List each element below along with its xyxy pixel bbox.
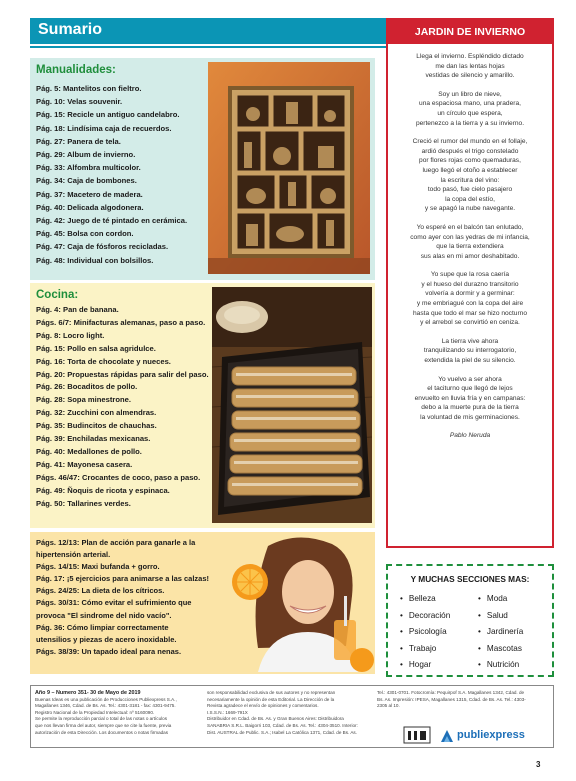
cocina-item: Pág. 20: Propuestas rápidas para salir del paso. (36, 369, 209, 379)
footer-line: 2305 al 10. (377, 703, 400, 709)
footer-line: Dist. AUSTRAL de Public. S.A.; Isabel La Católica 1371, Cdad. de Bs. As. (207, 729, 357, 735)
woman-orange-photo (228, 536, 374, 672)
issue-line: Año 9 – Numero 351- 30 de Mayo de 2019 (35, 690, 141, 696)
manualidades-item: Pág. 40: Delicada algodonera. (36, 202, 144, 212)
poem-line: y el arrebol se convirtió en ceniza. (420, 319, 520, 327)
poem-line: y se apagó la nube navegante. (424, 205, 516, 213)
footer-line: Se permite la reproducción parcial o total de las notas o artículos (35, 716, 168, 722)
manualidades-item: Pág. 45: Bolsa con cordon. (36, 229, 134, 239)
misc-item: utensilios y piezas de acero inoxidable. (36, 634, 177, 644)
manualidades-item: Pág. 47: Caja de fósforos recicladas. (36, 242, 169, 252)
manualidades-item: Pág. 42: Juego de té pintado en cerámica. (36, 216, 188, 226)
cocina-item: Pág. 28: Sopa minestrone. (36, 395, 131, 405)
cocina-item: Pág. 16: Torta de chocolate y nueces. (36, 356, 171, 366)
section-item: • Trabajo (400, 641, 450, 658)
sections-left-list (400, 591, 450, 674)
poem-line: luego llegó el otoño a establecer (422, 166, 518, 174)
header-rule (30, 46, 386, 48)
page-title: Sumario (38, 21, 103, 38)
cocina-list (36, 304, 209, 511)
cocina-item: Pág. 39: Enchiladas mexicanas. (36, 434, 151, 444)
poem-line: debo a la muerte pura de la tierra (421, 404, 519, 412)
poem-line: que la tierra extendiera (436, 243, 504, 251)
poem-line: envuelto en lluvia fría y en campanas: (414, 394, 526, 402)
cocina-item: Pág. 50: Tallarines verdes. (36, 498, 131, 508)
poem-body (392, 52, 548, 439)
section-item: • Psicología (400, 624, 450, 641)
poem-line: tranquilizando su interrogatorio, (423, 347, 517, 355)
poem-line: por flores rojas como quemaduras, (419, 157, 521, 165)
poem-line: ardió después el trigo constelado (421, 147, 519, 155)
poem-line: vestidas de silencio y amarillo. (425, 72, 515, 80)
sections-title: Y MUCHAS SECCIONES MAS: (410, 574, 530, 584)
misc-item: Pág. 36: Cómo limpiar correctamente (36, 622, 169, 632)
section-item: • Nutrición (478, 657, 523, 674)
misc-item: Págs. 14/15: Maxi bufanda + gorro. (36, 562, 160, 572)
cocina-item: Pág. 4: Pan de banana. (36, 305, 119, 314)
poem-line: la copa del estío, (445, 195, 495, 203)
poem-line: volvería a dormir y a germinar: (425, 290, 515, 298)
manualidades-item: Pág. 29: Album de invierno. (36, 150, 136, 160)
poem-line: como ayer con las yedras de mi infancia, (410, 233, 530, 241)
masthead-footer (30, 685, 554, 748)
footer-line: Tel.: 4301-0701. Fotocromía: Pequirpof S.A. Magallanes 1342, Cdad. de (377, 690, 525, 695)
section-item: • Jardinería (478, 624, 523, 641)
poem-line: el taciturno que llegó de lejos (427, 385, 513, 393)
poem-stanza (392, 137, 548, 214)
manualidades-item: Pág. 27: Panera de tela. (36, 136, 121, 146)
poem-title: JARDIN DE INVIERNO (388, 20, 552, 44)
poem-line: extendida la piel de su silencio. (424, 357, 516, 365)
misc-item: Págs. 24/25: La dieta de los cítricos. (36, 586, 165, 596)
poem-line: hasta que todo el mar se hizo nocturno (413, 309, 527, 317)
poem-stanza (392, 223, 548, 261)
cocina-item: Pág. 35: Budincitos de chauchas. (36, 421, 157, 431)
section-item: • Salud (478, 608, 523, 625)
poem-stanza (392, 337, 548, 366)
footer-line: son responsabilidad exclusiva de sus autores y no representan (207, 690, 336, 695)
poem-stanza (392, 375, 548, 423)
poem-stanza (392, 90, 548, 128)
poem-line: Yo supe que la rosa caería (430, 271, 510, 279)
publiexpress-wordmark: publiexpress (457, 729, 525, 741)
misc-item: Págs. 38/39: Un tapado ideal para nenas. (36, 646, 182, 656)
manualidades-item: Pág. 18: Lindísima caja de recuerdos. (36, 123, 172, 133)
poem-line: y el hueso del durazno transitorio (421, 280, 519, 288)
poem-line: la voluntad de mis germinaciones. (420, 414, 520, 421)
footer-col-3 (377, 690, 549, 710)
poem-stanza (392, 52, 548, 81)
footer-line: Revista agradece el envío de opiniones y comentarios. (207, 703, 319, 709)
footer-line: I.S.S.N.: 1669-791X (207, 709, 248, 715)
poem-line: y me embriagué con la copa del aire (416, 300, 524, 308)
manualidades-item: Pág. 34: Caja de bombones. (36, 176, 137, 186)
manualidades-heading: Manualidades: (36, 64, 116, 76)
footer-col-1 (35, 690, 203, 736)
poem-box (386, 18, 554, 548)
misc-item: hipertensión arterial. (36, 550, 111, 560)
misc-list (36, 537, 209, 658)
manualidades-item: Pág. 37: Macetero de madera. (36, 189, 143, 199)
cocina-item: Pág. 40: Medallones de pollo. (36, 446, 142, 456)
poem-line: todo pasó, fue cielo pasajero (427, 186, 513, 194)
manualidades-item: Pág. 48: Individual con bolsillos. (36, 255, 154, 265)
poem-line: La tierra vive ahora (441, 337, 499, 345)
manualidades-item: Pág. 5: Mantelitos con fieltro. (36, 84, 142, 93)
ivc-logo (403, 726, 431, 744)
misc-item: provoca "El sindrome del nido vacío". (36, 610, 172, 620)
footer-line: Magallanes 1346, Cdad. de Bs. As. Tel.: 4301-3181 - fax: 4301-9475. (35, 703, 176, 709)
poem-line: una espaciosa mano, una pradera, (419, 100, 521, 108)
footer-line: Registro Nacional de la Propiedad Intelectual: nº 5160090. (35, 709, 155, 715)
cocina-heading: Cocina: (36, 289, 79, 301)
cocina-item: Pág. 41: Mayonesa casera. (36, 459, 133, 469)
section-item: • Hogar (400, 657, 450, 674)
manualidades-item: Pág. 33: Alfombra multicolor. (36, 163, 141, 173)
cocina-item: Pág. 8: Locro light. (36, 330, 105, 340)
footer-line: necesariamente la opinión de esta Editorial. La Dirección de la (207, 696, 335, 702)
footer-line: Bs. As. Impresión: IPESA, Magallanes 1315, Cdad. de Bs. As. Tel.: 4303- (377, 696, 526, 702)
section-item: • Belleza (400, 591, 450, 608)
cocina-item: Pág. 49: Ñoquis de ricota y espinaca. (36, 485, 170, 495)
footer-line: autorización de esta Dirección. Los documentos o notas firmadas (35, 729, 169, 735)
manualidades-list (36, 82, 187, 267)
pastries-photo (212, 287, 372, 523)
sections-box (386, 564, 554, 677)
poem-line: Creció el rumor del mundo en el follaje, (412, 138, 528, 146)
poem-author: Pablo Neruda (449, 431, 491, 439)
section-item: • Decoración (400, 608, 450, 625)
misc-item: Págs. 12/13: Plan de acción para ganarle a la (36, 538, 196, 547)
poem-line: Llega el invierno. Espléndido dictado (416, 53, 524, 60)
manualidades-item: Pág. 10: Velas souvenir. (36, 97, 123, 107)
section-item: • Mascotas (478, 641, 523, 658)
poem-line: pertenezco a la tierra y a su invierno. (415, 119, 525, 127)
footer-line: que nos llevan firma del autor, siempre que se cite la fuente, previa (35, 722, 172, 728)
cocina-item: Pág. 32: Zucchini con almendras. (36, 408, 157, 418)
footer-line: Distribuidor en Cdad. de Bs. As. y Gran Buenos Aires: Distribuidora (207, 716, 344, 722)
footer-line: SANABRIA S.R.L. Baigorri 103, Cdad. de Bs. As. Tel.: 4304-3510. Interior: (207, 722, 358, 728)
page-number: 3 (536, 760, 541, 769)
shadow-box-photo (208, 62, 370, 274)
sumario-header (30, 18, 386, 44)
poem-stanza (392, 270, 548, 328)
poem-line: me dan las lentas hojas (435, 62, 505, 70)
sections-right-list (478, 591, 523, 674)
poem-line: la escritura del vino: (440, 176, 500, 184)
footer-line: Buenas Ideas es una publicación de Producciones Publiexpress S.A., (35, 696, 177, 702)
cocina-item: Pág. 15: Pollo en salsa agridulce. (36, 343, 156, 353)
misc-item: Pág. 17: ¡5 ejercicios para animarse a las calzas! (36, 574, 210, 584)
poem-line: un círculo que espera, (437, 109, 503, 117)
manualidades-item: Pág. 15: Recicle un antiguo candelabro. (36, 110, 180, 120)
poem-line: Yo vuelvo a ser ahora (438, 375, 502, 383)
cocina-item: Pág. 26: Bocaditos de pollo. (36, 382, 138, 392)
cocina-item: Págs. 6/7: Minifacturas alemanas, paso a paso. (36, 317, 206, 327)
footer-col-2 (207, 690, 373, 736)
poem-line: Soy un libro de nieve, (438, 90, 502, 98)
cocina-item: Págs. 46/47: Crocantes de coco, paso a paso. (36, 472, 201, 482)
section-item: • Moda (478, 591, 523, 608)
misc-item: Págs. 30/31: Cómo evitar el sufrimiento que (36, 598, 192, 608)
poem-line: sus alas en mi amor deshabitado. (420, 252, 520, 260)
publiexpress-logo (439, 728, 549, 744)
poem-line: Yo esperé en el balcón tan enlutado, (416, 223, 524, 231)
